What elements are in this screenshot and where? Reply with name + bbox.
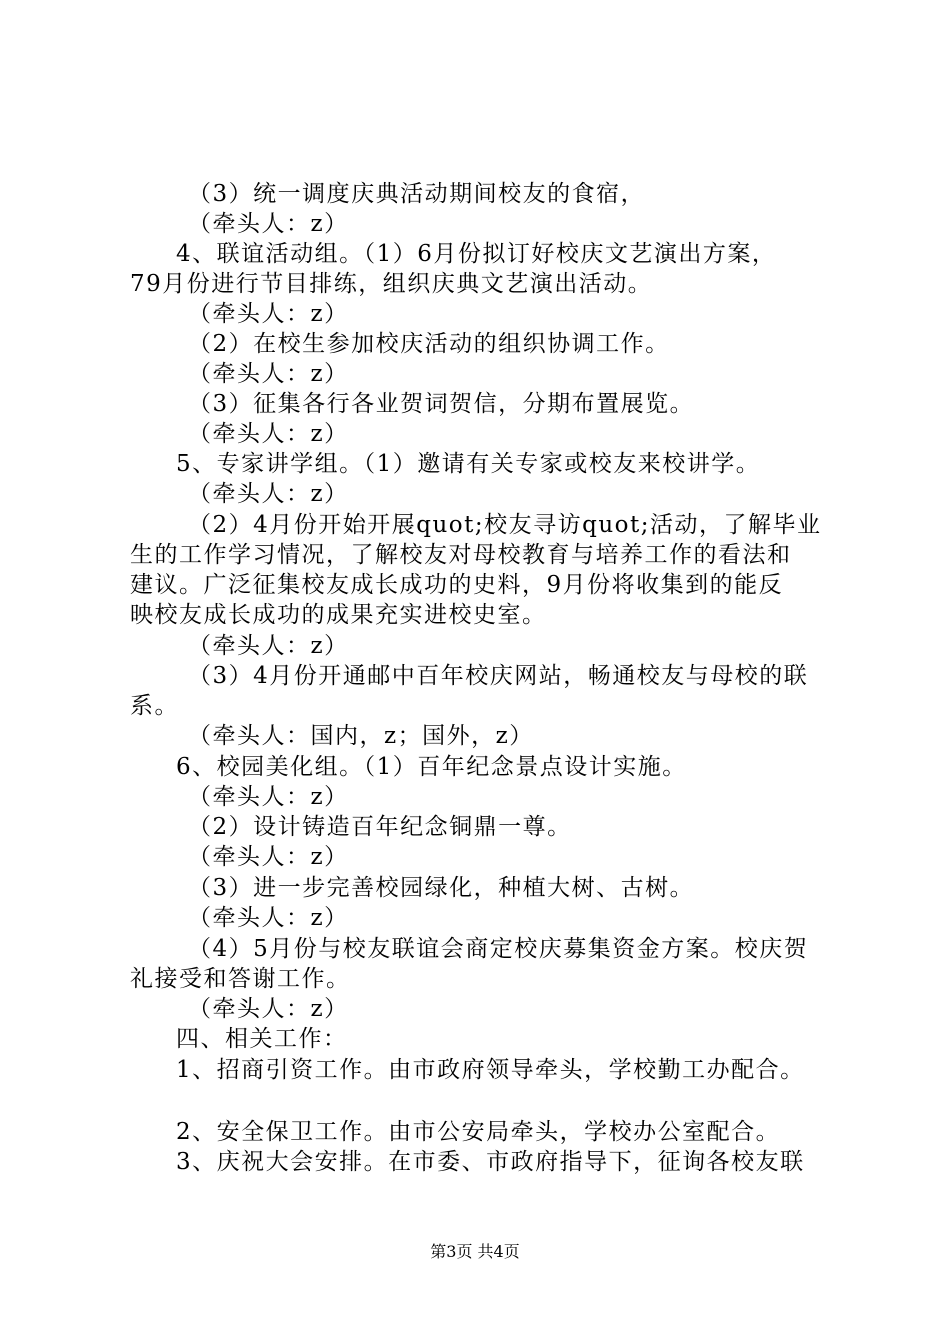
text-line: （3）征集各行各业贺词贺信，分期布置展览。 — [188, 391, 695, 417]
text-line: （牵头人：z） — [188, 905, 349, 931]
text-line: （2）设计铸造百年纪念铜鼎一尊。 — [188, 814, 572, 840]
text-line: 建议。广泛征集校友成长成功的史料，9月份将收集到的能反 — [130, 572, 784, 598]
text-line: 礼接受和答谢工作。 — [130, 966, 351, 992]
text-line: （牵头人：z） — [188, 844, 349, 870]
text-line: （牵头人：z） — [188, 633, 349, 659]
text-line: 1、招商引资工作。由市政府领导牵头，学校勤工办配合。 — [176, 1057, 805, 1083]
text-line: （3）统一调度庆典活动期间校友的食宿， — [188, 181, 646, 207]
text-line: 6、校园美化组。（1）百年纪念景点设计实施。 — [176, 754, 687, 780]
text-line: （牵头人：国内，z；国外，z） — [188, 723, 534, 749]
text-line: 2、安全保卫工作。由市公安局牵头，学校办公室配合。 — [176, 1119, 781, 1145]
text-line: 3、庆祝大会安排。在市委、市政府指导下，征询各校友联 — [176, 1149, 805, 1175]
page-number-footer: 第3页 共4页 — [430, 1242, 520, 1261]
text-line: 79月份进行节目排练，组织庆典文艺演出活动。 — [130, 271, 653, 297]
text-line: （牵头人：z） — [188, 481, 349, 507]
text-line: （2）在校生参加校庆活动的组织协调工作。 — [188, 331, 670, 357]
text-line: （牵头人：z） — [188, 301, 349, 327]
text-line: （牵头人：z） — [188, 361, 349, 387]
text-line: （牵头人：z） — [188, 421, 349, 447]
text-line: 5、专家讲学组。（1）邀请有关专家或校友来校讲学。 — [176, 451, 761, 477]
text-line: （牵头人：z） — [188, 211, 349, 237]
text-line: 系。 — [130, 693, 179, 719]
text-line: 4、联谊活动组。（1）6月份拟订好校庆文艺演出方案， — [176, 241, 777, 267]
text-line: （4）5月份与校友联谊会商定校庆募集资金方案。校庆贺 — [188, 936, 809, 962]
text-line: （牵头人：z） — [188, 996, 349, 1022]
text-line: （3）进一步完善校园绿化，种植大树、古树。 — [188, 875, 695, 901]
section-heading: 四、相关工作： — [176, 1026, 348, 1052]
text-line: （牵头人：z） — [188, 784, 349, 810]
text-line: （2）4月份开始开展quot;校友寻访quot;活动，了解毕业 — [188, 512, 822, 538]
text-line: 生的工作学习情况，了解校友对母校教育与培养工作的看法和 — [130, 542, 792, 568]
text-line: （3）4月份开通邮中百年校庆网站，畅通校友与母校的联 — [188, 663, 809, 689]
text-line: 映校友成长成功的成果充实进校史室。 — [130, 602, 547, 628]
